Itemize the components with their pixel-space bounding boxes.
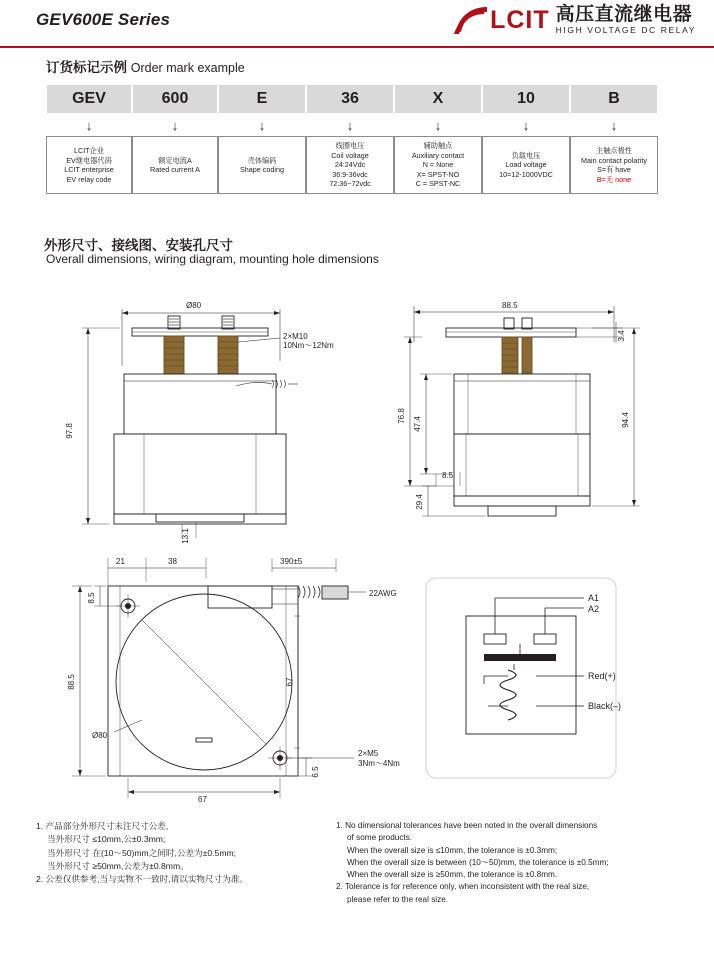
note-line: 当外形尺寸 ≤10mm,公±0.3mm; <box>47 834 166 845</box>
order-code-cell: 36 <box>306 84 394 114</box>
svg-text:2×M10: 2×M10 <box>283 332 308 341</box>
note-line: 1. 产品部分外形尺寸未注尺寸公差, <box>36 821 169 831</box>
svg-text:8.5: 8.5 <box>87 592 96 604</box>
svg-text:Ø80: Ø80 <box>92 731 108 740</box>
page-header <box>0 0 714 48</box>
note-line: 当外形尺寸 在(10～50)mm之间时,公差为±0.5mm; <box>47 847 237 858</box>
svg-text:Ø80: Ø80 <box>186 301 202 310</box>
order-code-cell: X <box>394 84 482 114</box>
svg-text:Black(–): Black(–) <box>588 701 622 711</box>
order-description-cell: 辅助触点 Auxiliary contact N = None X= SPST-NO C = SPST-NC <box>394 136 482 194</box>
svg-text:38: 38 <box>168 557 177 566</box>
order-description-cell: 线圈电压 Coil voltage 24:24Vdc 36:9-36vdc 72:36~72vdc <box>306 136 394 194</box>
svg-text:67: 67 <box>285 677 294 687</box>
order-mark-title <box>46 56 245 76</box>
logo-tagline <box>556 4 696 35</box>
down-arrow-icon: ↓ <box>522 117 530 133</box>
logo-tagline-en: HIGH VOLTAGE DC RELAY <box>555 25 696 35</box>
svg-text:3Nm～4Nm: 3Nm～4Nm <box>358 759 400 768</box>
note-line: of some products. <box>347 833 413 843</box>
note-line: 2. 公差仅供参考,当与实物不一致时,请以实物尺寸为准。 <box>36 874 248 885</box>
note-line: When the overall size is between (10～50)mm, the tolerance is ±0.5mm; <box>347 857 609 867</box>
order-description-cell: 额定电流A Rated current A <box>132 136 218 194</box>
order-description-row <box>46 136 671 194</box>
svg-text:10Nm～12Nm: 10Nm～12Nm <box>283 341 334 350</box>
brand-logo <box>454 4 696 35</box>
svg-text:88.5: 88.5 <box>67 674 76 690</box>
dimensions-title-en: Overall dimensions, wiring diagram, mounting hole dimensions <box>46 252 379 266</box>
page-title: GEV600E Series <box>36 10 171 29</box>
order-description-cell: 负载电压 Load voltage 10=12-1000VDC <box>482 136 570 194</box>
order-mark-table <box>46 84 671 194</box>
note-line: When the overall size is ≥50mm, the tolerance is ±0.8mm. <box>347 870 558 880</box>
order-code-cell: 600 <box>132 84 218 114</box>
order-code-cell: E <box>218 84 306 114</box>
order-mark-title-en: Order mark example <box>130 61 245 75</box>
order-description-cell: 壳体编码 Shape coding <box>218 136 306 194</box>
order-description-cell: LCIT企业 EV继电器代码 LCIT enterprise EV relay code <box>46 136 132 194</box>
svg-text:97.8: 97.8 <box>65 423 74 439</box>
down-arrow-icon: ↓ <box>171 117 179 133</box>
note-line: 1. No dimensional tolerances have been noted in the overall dimensions <box>336 821 598 830</box>
note-line: please refer to the real size. <box>347 894 449 904</box>
order-description-cell: 主触点极性 Main contact polarity S=有 have B=无 none <box>570 136 658 194</box>
down-arrow-icon: ↓ <box>85 117 93 133</box>
svg-text:67: 67 <box>198 795 207 804</box>
svg-text:A2: A2 <box>588 604 600 614</box>
order-code-cell: 10 <box>482 84 570 114</box>
notes-english <box>336 820 686 906</box>
note-line: 当外形尺寸 ≥50mm,公差为±0.8mm。 <box>47 860 189 871</box>
svg-text:88.5: 88.5 <box>502 301 518 310</box>
note-line: When the overall size is ≤10mm, the tolerance is ±0.3mm; <box>347 845 558 855</box>
logo-wordmark: LCIT <box>490 5 550 34</box>
down-arrow-icon: ↓ <box>346 117 354 133</box>
svg-text:8.5: 8.5 <box>442 471 454 480</box>
dimensions-title-cn: 外形尺寸、接线图、安装孔尺寸 <box>44 238 233 253</box>
logo-swoosh-icon <box>454 5 488 35</box>
order-mark-title-cn: 订货标记示例 <box>46 60 127 75</box>
logo-tagline-cn: 高压直流继电器 <box>555 4 693 25</box>
order-code-cell: GEV <box>46 84 132 114</box>
svg-text:2×M5: 2×M5 <box>358 749 379 758</box>
order-code-cell: B <box>570 84 658 114</box>
svg-text:29.4: 29.4 <box>415 494 424 510</box>
svg-text:47.4: 47.4 <box>413 416 422 432</box>
technical-drawings <box>36 286 680 806</box>
svg-text:390±5: 390±5 <box>280 557 303 566</box>
order-code-row <box>46 84 671 114</box>
down-arrow-icon: ↓ <box>258 117 266 133</box>
order-arrow-row <box>46 114 671 136</box>
svg-text:76.8: 76.8 <box>397 408 406 424</box>
svg-text:A1: A1 <box>588 593 600 603</box>
down-arrow-icon: ↓ <box>434 117 442 133</box>
svg-text:22AWG: 22AWG <box>369 589 397 598</box>
svg-text:Red(+): Red(+) <box>588 671 616 681</box>
down-arrow-icon: ↓ <box>610 117 618 133</box>
drawings-area <box>36 286 680 806</box>
svg-text:3.4: 3.4 <box>617 330 626 342</box>
note-line: 2. Tolerance is for reference only, when inconsistent with the real size, <box>336 882 590 892</box>
svg-text:94.4: 94.4 <box>621 412 630 428</box>
svg-text:13.1: 13.1 <box>181 528 190 544</box>
svg-text:6.5: 6.5 <box>311 766 320 778</box>
svg-text:21: 21 <box>116 557 125 566</box>
notes-chinese <box>36 820 326 887</box>
